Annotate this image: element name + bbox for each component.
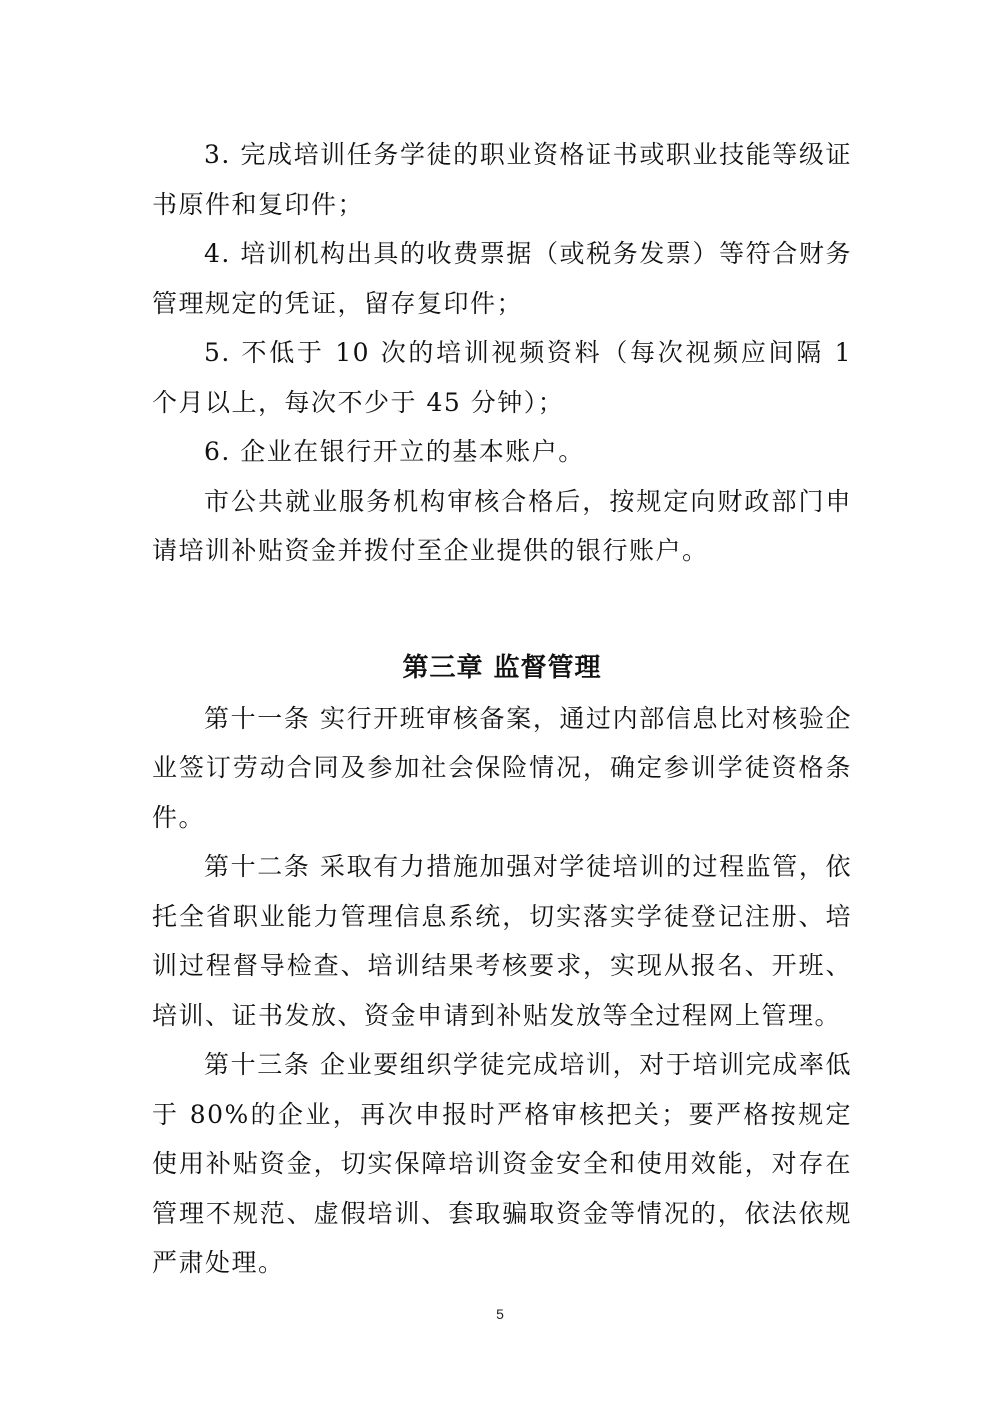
article-13: 第十三条 企业要组织学徒完成培训，对于培训完成率低于 80%的企业，再次申报时严格审核把关；要严格按规定使用补贴资金，切实保障培训资金安全和使用效能，对存在管理不规范、虚假培训、套取骗取资金等情况的，依法依规严肃处理。	[152, 1050, 852, 1277]
article-11: 第十一条 实行开班审核备案，通过内部信息比对核验企业签订劳动合同及参加社会保险情况，确定参训学徒资格条件。	[152, 703, 852, 832]
paragraph-item-6: 6. 企业在银行开立的基本账户。	[204, 437, 585, 466]
article-12: 第十二条 采取有力措施加强对学徒培训的过程监管，依托全省职业能力管理信息系统，切实落实学徒登记注册、培训过程督导检查、培训结果考核要求，实现从报名、开班、培训、证书发放、资金申请到补贴发放等全过程网上管理。	[152, 852, 852, 1030]
chapter-title: 第三章 监督管理	[402, 652, 602, 683]
document-body	[152, 130, 852, 1288]
paragraph-item-3: 3. 完成培训任务学徒的职业资格证书或职业技能等级证书原件和复印件；	[152, 140, 852, 219]
paragraph-item-4: 4. 培训机构出具的收费票据（或税务发票）等符合财务管理规定的凭证，留存复印件；	[152, 239, 852, 318]
page-number: 5	[496, 1306, 504, 1322]
paragraph-item-5: 5. 不低于 10 次的培训视频资料（每次视频应间隔 1 个月以上，每次不少于 45 分钟）；	[152, 338, 852, 417]
paragraph-review-note: 市公共就业服务机构审核合格后，按规定向财政部门申请培训补贴资金并拨付至企业提供的银行账户。	[152, 486, 852, 565]
